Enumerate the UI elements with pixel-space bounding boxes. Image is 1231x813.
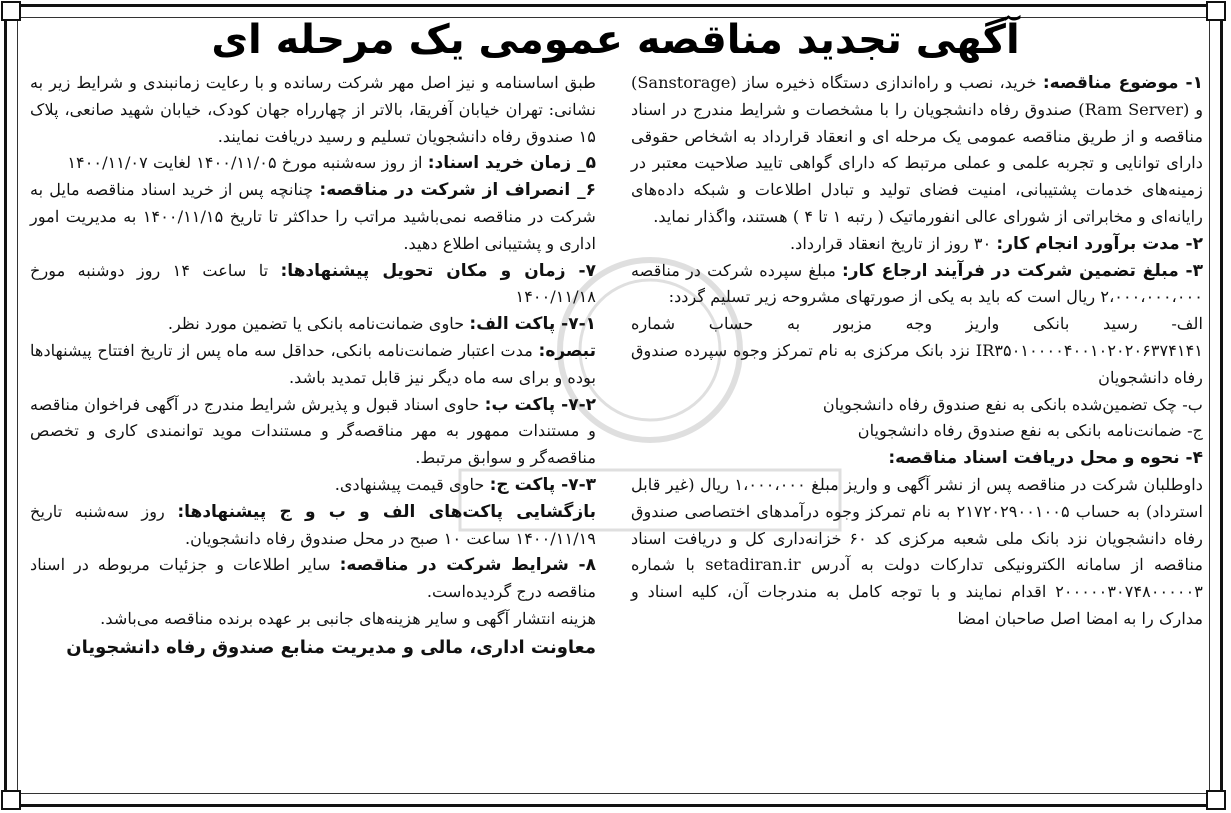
section-2 xyxy=(631,231,1203,258)
section-heading: ۵_ زمان خرید اسناد: xyxy=(427,153,596,174)
note xyxy=(30,338,596,392)
section-heading: ۱- موضوع مناقصه: xyxy=(1042,73,1203,93)
section-3 xyxy=(631,258,1203,312)
section-text: روز سه‌شنبه تاریخ ۱۴۰۰/۱۱/۱۹ ساعت ۱۰ صبح در محل صندوق رفاه دانشجویان. xyxy=(30,501,596,548)
signature: معاونت اداری، مالی و مدیریت منابع صندوق رفاه دانشجویان xyxy=(66,636,596,658)
left-column xyxy=(30,70,596,662)
section-text: تا ساعت ۱۴ روز دوشنبه مورخ ۱۴۰۰/۱۱/۱۸ xyxy=(30,260,596,307)
section-text: سایر اطلاعات و جزئیات مربوطه در اسناد مناقصه درج گردیده‌است. xyxy=(30,555,596,602)
section-7-1 xyxy=(30,311,596,338)
section-4 xyxy=(631,445,1203,472)
section-heading: ۸- شرایط شرکت در مناقصه: xyxy=(339,555,596,576)
guarantee-option-c: ج- ضمانت‌نامه بانکی به نفع صندوق رفاه دانشجویان xyxy=(857,421,1203,441)
guarantee-option-b: ب- چک تضمین‌شده بانکی به نفع صندوق رفاه دانشجویان xyxy=(822,394,1203,414)
section-text: حاوی اسناد قبول و پذیرش شرایط مندرج در آگهی فراخوان مناقصه و مستندات ممهور به مهر مناقصه‌گر و مستندات موید توانمندی کاری و تخصص مناقصه‌گر و سوابق مرتبط. xyxy=(30,394,596,468)
section-text: از روز سه‌شنبه مورخ ۱۴۰۰/۱۱/۰۵ لغایت ۱۴۰۰/۱۱/۰۷ xyxy=(67,153,423,173)
corner-ornament xyxy=(1,790,21,810)
corner-ornament xyxy=(1,1,21,21)
section-heading: ۷-۲- پاکت ب: xyxy=(484,394,596,415)
section-7-2 xyxy=(30,392,596,472)
guarantee-option-a: الف- رسید بانکی واریز وجه مزبور به حساب شماره IR۳۵۰۱۰۰۰۰۴۰۰۱۰۲۰۲۰۶۳۷۴۱۴۱ نزد بانک مرکزی به نام تمرکز وجوه سپرده صندوق رفاه دانشجویان xyxy=(631,314,1203,387)
section-text: داوطلبان شرکت در مناقصه پس از نشر آگهی و واریز مبلغ ۱،۰۰۰،۰۰۰ ریال (غیر قابل استرداد) به حساب ۲۱۷۲۰۲۹۰۰۱۰۰۵ به نام تمرکز وجوه درآمدهای اختصاصی صندوق رفاه دانشجویان نزد بانک ملی شعبه مرکزی کد ۶۰ خزانه‌داری کل و دریافت اسناد مناقصه از سامانه الکترونیکی تدارکات دولت به آدرس setadiran.ir با شماره ۲۰۰۰۰۰۳۰۷۴۸۰۰۰۰۰۳ اقدام نمایند و با توجه کامل به مندرجات آن، کلیه اسناد و مدارک را به امضا اصل صاحبان امضا xyxy=(631,474,1203,628)
opening-section xyxy=(30,499,596,553)
section-7-3 xyxy=(30,472,596,499)
section-8 xyxy=(30,552,596,606)
note-text: مدت اعتبار ضمانت‌نامه بانکی، حداقل سه ماه پس از تاریخ افتتاح پیشنهادها بوده و برای سه ماه دیگر نیز قابل تمدید باشد. xyxy=(30,340,596,387)
section-heading: ۷- زمان و مکان تحویل پیشنهادها: xyxy=(280,260,596,281)
note-heading: تبصره: xyxy=(538,340,596,361)
section-heading: ۳- مبلغ تضمین شرکت در فرآیند ارجاع کار: xyxy=(841,260,1204,281)
corner-ornament xyxy=(1206,1,1226,21)
section-heading: ۷-۳- پاکت ج: xyxy=(489,474,596,495)
section-heading: بازگشایی پاکت‌های الف و ب و ج پیشنهادها: xyxy=(177,501,596,522)
section-heading: ۷-۱- پاکت الف: xyxy=(469,314,596,335)
section-7 xyxy=(30,258,596,312)
page-title: آگهی تجدید مناقصه عمومی یک مرحله ای xyxy=(211,17,1020,63)
section-heading: ۶_ انصراف از شرکت در مناقصه: xyxy=(319,180,597,201)
section-text: خرید، نصب و راه‌اندازی دستگاه ذخیره ساز (Sanstorage) و (Ram Server) صندوق رفاه دانشجویان را با مشخصات و شرایط مندرج در اسناد مناقصه و از طریق مناقصه عمومی یک مرحله ای و انعقاد قرارداد به اشخاص حقوقی دارای توانایی و تجربه علمی و عملی مرتبط که دارای گواهی تایید صلاحیت معتبر در زمینه‌های خدمات پشتیبانی، امنیت فضای تولید و تبادل اطلاعات و شبکه داده‌های رایانه‌ای و مخابراتی از شورای عالی انفورماتیک ( رتبه ۱ تا ۴ ) هستند، واگذار نماید. xyxy=(631,73,1204,226)
cost-note: هزینه انتشار آگهی و سایر هزینه‌های جانبی بر عهده برنده مناقصه می‌باشد. xyxy=(100,608,596,628)
section-text: حاوی ضمانت‌نامه بانکی یا تضمین مورد نظر. xyxy=(167,314,465,334)
section-text: مبلغ سپرده شرکت در مناقصه ۲،۰۰۰،۰۰۰،۰۰۰ ریال است که باید به یکی از صورتهای مشروحه زیر تسلیم گردد: xyxy=(631,260,1203,307)
section-1 xyxy=(631,70,1203,231)
section-text: چنانچه پس از خرید اسناد مناقصه مایل به شرکت در مناقصه نمی‌باشید مراتب را حداکثر تا تاریخ ۱۴۰۰/۱۱/۱۵ به مدیریت امور اداری و پشتیبانی اطلاع دهید. xyxy=(30,180,596,253)
section-text: ۳۰ روز از تاریخ انعقاد قرارداد. xyxy=(789,233,992,253)
section-6 xyxy=(30,177,596,257)
corner-ornament xyxy=(1206,790,1226,810)
continued-text: طبق اساسنامه و نیز اصل مهر شرکت رسانده و با رعایت زمانبندی و شرایط زیر به نشانی: تهران خیابان آفریقا، بالاتر از چهارراه جهان کودک، خیابان شهید صانعی، پلاک ۱۵ صندوق رفاه دانشجویان تسلیم و رسید دریافت نمایند. xyxy=(30,73,596,146)
section-text: حاوی قیمت پیشنهادی. xyxy=(334,474,485,494)
right-column xyxy=(631,70,1203,633)
section-heading: ۲- مدت برآورد انجام کار: xyxy=(996,233,1203,254)
section-heading: ۴- نحوه و محل دریافت اسناد مناقصه: xyxy=(888,448,1203,469)
section-5 xyxy=(30,150,596,177)
